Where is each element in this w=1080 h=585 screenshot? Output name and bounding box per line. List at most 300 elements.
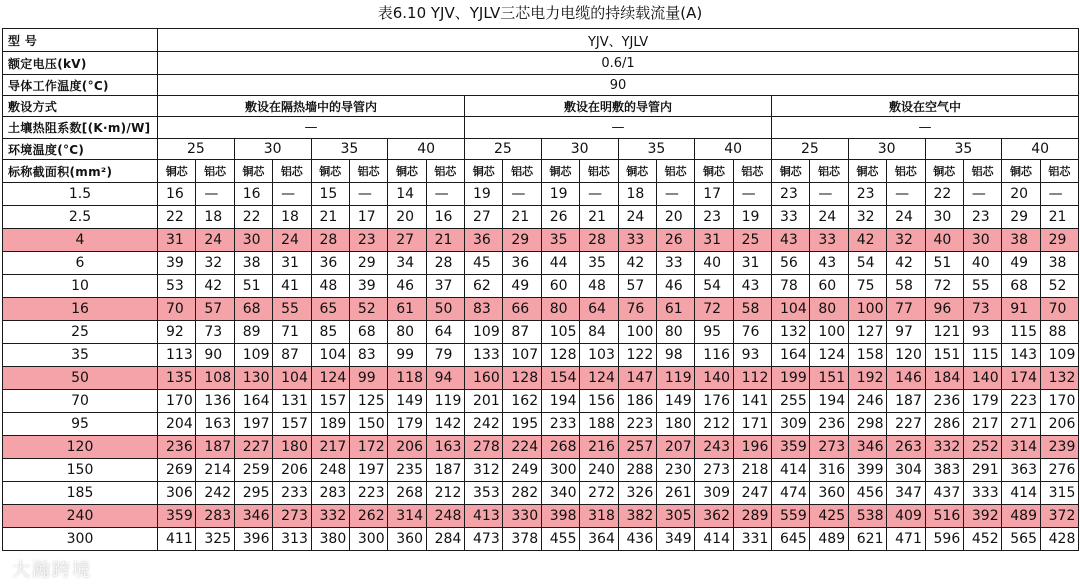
ampacity-cell: 92 [158, 321, 196, 344]
ampacity-cell: 157 [311, 390, 349, 413]
ampacity-cell: 140 [695, 367, 733, 390]
ampacity-cell: 411 [158, 528, 196, 551]
ampacity-cell: 26 [541, 206, 579, 229]
ampacity-cell: 24 [618, 206, 656, 229]
ampacity-cell: 38 [1040, 252, 1078, 275]
ampacity-cell: 28 [311, 229, 349, 252]
ampacity-cell: 187 [887, 390, 925, 413]
ampacity-cell: 22 [925, 183, 963, 206]
area-cell: 4 [3, 229, 158, 252]
ampacity-cell: 87 [503, 321, 541, 344]
ampacity-cell: 36 [465, 229, 503, 252]
ampacity-cell: 392 [963, 505, 1001, 528]
table-title: 表6.10 YJV、YJLV三芯电力电缆的持续载流量(A) [377, 4, 703, 22]
ampacity-cell: 133 [465, 344, 503, 367]
table-row [3, 183, 1079, 206]
ampacity-cell: 224 [503, 436, 541, 459]
ampacity-cell: 33 [618, 229, 656, 252]
ampacity-cell: 24 [887, 206, 925, 229]
ampacity-cell: 18 [618, 183, 656, 206]
ampacity-cell: 291 [963, 459, 1001, 482]
table-row [3, 321, 1079, 344]
ampacity-cell: 227 [887, 413, 925, 436]
ampacity-cell: 17 [349, 206, 387, 229]
ampacity-cell: 242 [196, 482, 234, 505]
ampacity-cell: 70 [1040, 298, 1078, 321]
ampacity-cell: 380 [311, 528, 349, 551]
ampacity-cell: 180 [656, 413, 694, 436]
table-row [3, 459, 1079, 482]
ampacity-cell: — [733, 183, 771, 206]
method-surface-conduit: 敷设在明敷的导管内 [465, 96, 772, 117]
ampacity-cell: 286 [925, 413, 963, 436]
ampacity-cell: 61 [388, 298, 426, 321]
area-cell: 70 [3, 390, 158, 413]
ampacity-cell: 109 [234, 344, 272, 367]
ampacity-cell: 217 [311, 436, 349, 459]
ampacity-cell: — [1040, 183, 1078, 206]
table-row [3, 275, 1079, 298]
ampacity-cell: 425 [810, 505, 848, 528]
ampacity-cell: 85 [311, 321, 349, 344]
ampacity-cell: 32 [887, 229, 925, 252]
ampacity-cell: 333 [963, 482, 1001, 505]
ampacity-cell: 233 [273, 482, 311, 505]
ampacity-cell: 33 [772, 206, 810, 229]
conductor-temp-row [3, 75, 1079, 96]
ampacity-cell: 359 [158, 505, 196, 528]
ampacity-cell: 51 [925, 252, 963, 275]
ampacity-cell: 35 [580, 252, 618, 275]
ampacity-cell: 23 [349, 229, 387, 252]
ampacity-cell: 115 [963, 344, 1001, 367]
ampacity-cell: 42 [887, 252, 925, 275]
ampacity-cell: 140 [963, 367, 1001, 390]
ampacity-cell: 130 [234, 367, 272, 390]
ampacity-cell: 187 [426, 459, 464, 482]
ampacity-cell: 17 [695, 183, 733, 206]
ampacity-cell: 91 [1002, 298, 1040, 321]
method-in-air: 敷设在空气中 [772, 96, 1079, 117]
ampacity-cell: 26 [656, 229, 694, 252]
voltage-row [3, 52, 1079, 75]
ampacity-cell: 49 [503, 275, 541, 298]
area-cell: 1.5 [3, 183, 158, 206]
aluminum-core-header: 铝芯 [887, 160, 925, 183]
ampacity-cell: 239 [1040, 436, 1078, 459]
ampacity-cell: 216 [580, 436, 618, 459]
ampacity-cell: 40 [695, 252, 733, 275]
ampacity-cell: 263 [887, 436, 925, 459]
ampacity-cell: 27 [465, 206, 503, 229]
ampacity-cell: 325 [196, 528, 234, 551]
ampacity-cell: 170 [1040, 390, 1078, 413]
ambient-temp-cell: 35 [618, 139, 695, 160]
ampacity-cell: 346 [848, 436, 886, 459]
ampacity-cell: 70 [158, 298, 196, 321]
ampacity-cell: 204 [158, 413, 196, 436]
table-row [3, 298, 1079, 321]
ampacity-cell: 73 [196, 321, 234, 344]
ampacity-cell: 128 [541, 344, 579, 367]
ampacity-cell: 80 [541, 298, 579, 321]
ampacity-cell: 151 [925, 344, 963, 367]
ampacity-cell: 362 [695, 505, 733, 528]
ampacity-cell: — [349, 183, 387, 206]
ampacity-cell: 104 [273, 367, 311, 390]
ampacity-cell: 255 [772, 390, 810, 413]
ampacity-cell: 300 [349, 528, 387, 551]
ampacity-cell: 48 [311, 275, 349, 298]
ampacity-cell: 143 [1002, 344, 1040, 367]
ampacity-cell: 105 [541, 321, 579, 344]
aluminum-core-header: 铝芯 [349, 160, 387, 183]
ambient-temp-cell: 40 [695, 139, 772, 160]
ampacity-cell: 72 [925, 275, 963, 298]
ampacity-cell: 283 [311, 482, 349, 505]
ampacity-cell: 124 [810, 344, 848, 367]
ampacity-cell: 21 [503, 206, 541, 229]
area-cell: 150 [3, 459, 158, 482]
ampacity-cell: 162 [503, 390, 541, 413]
ampacity-cell: 207 [656, 436, 694, 459]
ampacity-cell: 160 [465, 367, 503, 390]
ampacity-cell: 201 [465, 390, 503, 413]
ampacity-cell: 645 [772, 528, 810, 551]
ampacity-cell: 29 [1002, 206, 1040, 229]
table-row [3, 482, 1079, 505]
ampacity-cell: 83 [465, 298, 503, 321]
ampacity-cell: 269 [158, 459, 196, 482]
ampacity-cell: 455 [541, 528, 579, 551]
ampacity-cell: 22 [158, 206, 196, 229]
ampacity-cell: 28 [426, 252, 464, 275]
ampacity-cell: 57 [196, 298, 234, 321]
ampacity-cell: 45 [465, 252, 503, 275]
type-value: YJV、YJLV [158, 29, 1079, 52]
ampacity-cell: 19 [541, 183, 579, 206]
soil-value-3: — [772, 117, 1079, 139]
copper-core-header: 铜芯 [618, 160, 656, 183]
ampacity-cell: 89 [234, 321, 272, 344]
ampacity-cell: 66 [503, 298, 541, 321]
ampacity-cell: 33 [810, 229, 848, 252]
ampacity-cell: — [426, 183, 464, 206]
ampacity-cell: 88 [1040, 321, 1078, 344]
ampacity-cell: 119 [426, 390, 464, 413]
area-cell: 2.5 [3, 206, 158, 229]
ampacity-cell: 268 [388, 482, 426, 505]
ampacity-cell: 30 [963, 229, 1001, 252]
ampacity-cell: 157 [273, 413, 311, 436]
ampacity-cell: 382 [618, 505, 656, 528]
ampacity-cell: 188 [580, 413, 618, 436]
ampacity-cell: 29 [1040, 229, 1078, 252]
ampacity-cell: 135 [158, 367, 196, 390]
table-row [3, 505, 1079, 528]
ampacity-cell: 197 [234, 413, 272, 436]
ampacity-cell: 23 [848, 183, 886, 206]
ampacity-cell: 363 [1002, 459, 1040, 482]
ampacity-cell: 90 [196, 344, 234, 367]
ampacity-cell: 40 [925, 229, 963, 252]
ampacity-cell: 115 [1002, 321, 1040, 344]
ampacity-cell: 312 [465, 459, 503, 482]
ampacity-cell: 436 [618, 528, 656, 551]
ampacity-cell: 283 [196, 505, 234, 528]
ampacity-cell: 23 [695, 206, 733, 229]
copper-core-header: 铜芯 [695, 160, 733, 183]
ampacity-cell: 197 [349, 459, 387, 482]
ampacity-cell: 192 [848, 367, 886, 390]
ampacity-cell: 77 [887, 298, 925, 321]
ampacity-cell: 51 [234, 275, 272, 298]
ampacity-cell: 61 [656, 298, 694, 321]
ampacity-cell: 49 [1002, 252, 1040, 275]
ampacity-cell: 309 [695, 482, 733, 505]
ampacity-cell: 24 [273, 229, 311, 252]
ampacity-cell: 326 [618, 482, 656, 505]
ampacity-cell: 29 [503, 229, 541, 252]
ampacity-cell: 48 [580, 275, 618, 298]
ampacity-cell: 40 [963, 252, 1001, 275]
ampacity-cell: 79 [426, 344, 464, 367]
ampacity-cell: 331 [733, 528, 771, 551]
ampacity-cell: 55 [273, 298, 311, 321]
ampacity-cell: 80 [656, 321, 694, 344]
ampacity-cell: 72 [695, 298, 733, 321]
table-row [3, 413, 1079, 436]
ampacity-cell: 195 [503, 413, 541, 436]
ampacity-cell: 248 [426, 505, 464, 528]
ampacity-cell: 103 [580, 344, 618, 367]
ampacity-cell: 289 [733, 505, 771, 528]
ampacity-cell: 16 [426, 206, 464, 229]
ampacity-cell: 22 [234, 206, 272, 229]
ampacity-cell: 147 [618, 367, 656, 390]
ampacity-cell: 58 [887, 275, 925, 298]
ampacity-cell: 471 [887, 528, 925, 551]
ampacity-cell: 316 [810, 459, 848, 482]
ampacity-cell: 42 [196, 275, 234, 298]
ampacity-cell: 141 [733, 390, 771, 413]
ampacity-cell: 43 [810, 252, 848, 275]
method-label: 敷设方式 [3, 96, 158, 117]
soil-resistivity-row [3, 117, 1079, 139]
table-row [3, 206, 1079, 229]
ampacity-cell: 199 [772, 367, 810, 390]
ampacity-cell: 31 [695, 229, 733, 252]
aluminum-core-header: 铝芯 [426, 160, 464, 183]
ampacity-cell: 87 [273, 344, 311, 367]
ampacity-cell: — [503, 183, 541, 206]
aluminum-core-header: 铝芯 [1040, 160, 1078, 183]
aluminum-core-header: 铝芯 [656, 160, 694, 183]
ampacity-cell: 113 [158, 344, 196, 367]
ampacity-cell: 473 [465, 528, 503, 551]
ampacity-cell: 196 [733, 436, 771, 459]
ampacity-cell: 104 [772, 298, 810, 321]
ampacity-cell: 31 [273, 252, 311, 275]
ampacity-cell: 489 [810, 528, 848, 551]
ampacity-cell: 50 [426, 298, 464, 321]
ampacity-cell: 29 [349, 252, 387, 275]
ampacity-cell: 158 [848, 344, 886, 367]
soil-value-2: — [465, 117, 772, 139]
ampacity-cell: 347 [887, 482, 925, 505]
ampacity-cell: 249 [503, 459, 541, 482]
ampacity-cell: 474 [772, 482, 810, 505]
ampacity-cell: 243 [695, 436, 733, 459]
ampacity-cell: 171 [733, 413, 771, 436]
ampacity-cell: 383 [925, 459, 963, 482]
ampacity-cell: 330 [503, 505, 541, 528]
ampacity-cell: 65 [311, 298, 349, 321]
ampacity-cell: 516 [925, 505, 963, 528]
ampacity-cell: 149 [388, 390, 426, 413]
ampacity-cell: 278 [465, 436, 503, 459]
ampacity-cell: 332 [925, 436, 963, 459]
ambient-temp-cell: 35 [925, 139, 1002, 160]
ampacity-cell: 56 [772, 252, 810, 275]
ampacity-cell: 359 [772, 436, 810, 459]
ambient-temp-cell: 25 [158, 139, 235, 160]
ampacity-cell: 273 [695, 459, 733, 482]
ambient-temp-cell: 35 [311, 139, 388, 160]
ampacity-cell: 52 [349, 298, 387, 321]
ampacity-cell: 21 [426, 229, 464, 252]
ampacity-cell: 24 [196, 229, 234, 252]
ampacity-cell: 315 [1040, 482, 1078, 505]
ampacity-cell: 414 [695, 528, 733, 551]
ampacity-cell: 273 [273, 505, 311, 528]
ampacity-cell: 313 [273, 528, 311, 551]
ampacity-cell: 18 [273, 206, 311, 229]
ampacity-cell: 396 [234, 528, 272, 551]
ampacity-cell: 20 [656, 206, 694, 229]
ampacity-cell: 180 [273, 436, 311, 459]
ampacity-cell: 96 [925, 298, 963, 321]
ampacity-cell: 184 [925, 367, 963, 390]
table-row [3, 344, 1079, 367]
ampacity-cell: 223 [618, 413, 656, 436]
area-cell: 35 [3, 344, 158, 367]
ambient-temp-label: 环境温度(°C) [3, 139, 158, 160]
ampacity-cell: 149 [656, 390, 694, 413]
ampacity-cell: — [810, 183, 848, 206]
aluminum-core-header: 铝芯 [503, 160, 541, 183]
ampacity-cell: 271 [1002, 413, 1040, 436]
ampacity-cell: 206 [388, 436, 426, 459]
area-cell: 16 [3, 298, 158, 321]
ampacity-cell: 452 [963, 528, 1001, 551]
ampacity-cell: 163 [426, 436, 464, 459]
ampacity-cell: 565 [1002, 528, 1040, 551]
ampacity-cell: 142 [426, 413, 464, 436]
ampacity-cell: 276 [1040, 459, 1078, 482]
ampacity-cell: 112 [733, 367, 771, 390]
ampacity-cell: 378 [503, 528, 541, 551]
ampacity-cell: 230 [656, 459, 694, 482]
copper-core-header: 铜芯 [1002, 160, 1040, 183]
ampacity-cell: 131 [273, 390, 311, 413]
ampacity-cell: 104 [311, 344, 349, 367]
ampacity-cell: 288 [618, 459, 656, 482]
ampacity-cell: 248 [311, 459, 349, 482]
ampacity-cell: 38 [234, 252, 272, 275]
ampacity-cell: 240 [580, 459, 618, 482]
ampacity-cell: 97 [887, 321, 925, 344]
table-row [3, 528, 1079, 551]
ampacity-cell: 174 [1002, 367, 1040, 390]
ampacity-cell: — [656, 183, 694, 206]
ampacity-cell: 37 [426, 275, 464, 298]
ampacity-cell: 346 [234, 505, 272, 528]
ampacity-cell: 186 [618, 390, 656, 413]
ampacity-cell: 214 [196, 459, 234, 482]
ampacity-cell: 27 [388, 229, 426, 252]
ampacity-cell: 217 [963, 413, 1001, 436]
copper-core-header: 铜芯 [541, 160, 579, 183]
ampacity-cell: 172 [349, 436, 387, 459]
ampacity-cell: 235 [388, 459, 426, 482]
ampacity-cell: 83 [349, 344, 387, 367]
ampacity-cell: 353 [465, 482, 503, 505]
ampacity-cell: 559 [772, 505, 810, 528]
ampacity-cell: 31 [733, 252, 771, 275]
ampacity-cell: 156 [580, 390, 618, 413]
aluminum-core-header: 铝芯 [273, 160, 311, 183]
aluminum-core-header: 铝芯 [963, 160, 1001, 183]
ampacity-cell: 18 [196, 206, 234, 229]
ampacity-cell: 125 [349, 390, 387, 413]
aluminum-core-header: 铝芯 [196, 160, 234, 183]
ampacity-cell: 55 [963, 275, 1001, 298]
ampacity-cell: 53 [158, 275, 196, 298]
area-cell: 50 [3, 367, 158, 390]
ampacity-cell: 52 [1040, 275, 1078, 298]
ampacity-cell: — [887, 183, 925, 206]
ampacity-cell: 28 [580, 229, 618, 252]
ampacity-cell: 41 [273, 275, 311, 298]
ampacity-cell: 57 [618, 275, 656, 298]
ampacity-cell: 437 [925, 482, 963, 505]
ampacity-cell: 32 [848, 206, 886, 229]
aluminum-core-header: 铝芯 [580, 160, 618, 183]
ampacity-cell: 206 [1040, 413, 1078, 436]
ampacity-cell: 80 [388, 321, 426, 344]
ampacity-cell: 399 [848, 459, 886, 482]
ampacity-cell: 76 [618, 298, 656, 321]
ampacity-cell: 136 [196, 390, 234, 413]
method-row [3, 96, 1079, 117]
ambient-temp-cell: 30 [848, 139, 925, 160]
copper-core-header: 铜芯 [158, 160, 196, 183]
ampacity-cell: 46 [388, 275, 426, 298]
ampacity-cell: 75 [848, 275, 886, 298]
ampacity-cell: 124 [311, 367, 349, 390]
ampacity-cell: 306 [158, 482, 196, 505]
ampacity-cell: 257 [618, 436, 656, 459]
ampacity-cell: — [196, 183, 234, 206]
ampacity-cell: 246 [848, 390, 886, 413]
ampacity-cell: 94 [426, 367, 464, 390]
ampacity-cell: 121 [925, 321, 963, 344]
ampacity-cell: 36 [311, 252, 349, 275]
area-cell: 25 [3, 321, 158, 344]
ampacity-cell: 212 [426, 482, 464, 505]
ampacity-cell: 247 [733, 482, 771, 505]
